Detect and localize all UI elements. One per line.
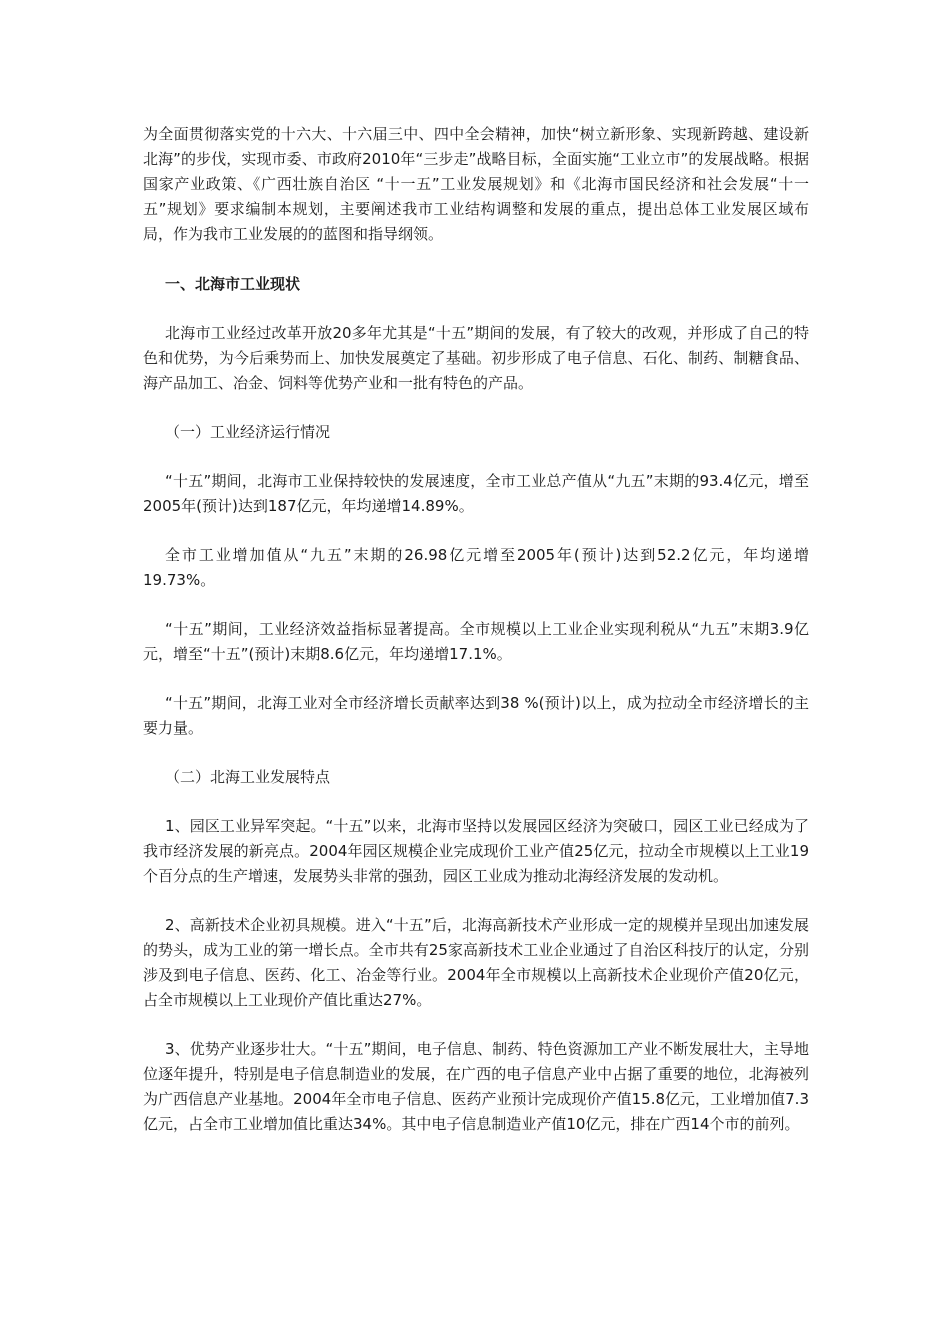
subsection-heading: （一）工业经济运行情况 — [165, 423, 331, 441]
section-heading: 一、北海市工业现状 — [165, 275, 301, 293]
body-paragraph: “十五”期间，北海市工业保持较快的发展速度，全市工业总产值从“九五”末期的93.4亿元，增至2005年(预计)达到187亿元，年均递增14.89%。 — [143, 472, 809, 515]
intro-paragraph: 为全面贯彻落实党的十六大、十六届三中、四中全会精神，加快“树立新形象、实现新跨越、建设新北海”的步伐，实现市委、市政府2010年“三步走”战略目标，全面实施“工业立市”的发展战略。根据国家产业政策、《广西壮族自治区 “十一五”工业发展规划》和《北海市国民经济和社会发展“十一五”规划》要求编制本规划，主要阐述我市工业结构调整和发展的重点，提出总体工业发展区域布局，作为我市工业发展的的蓝图和指导纲领。 — [143, 125, 809, 243]
body-paragraph: 1、园区工业异军突起。“十五”以来，北海市坚持以发展园区经济为突破口，园区工业已经成为了我市经济发展的新亮点。2004年园区规模企业完成现价工业产值25亿元，拉动全市规模以上工业19个百分点的生产增速，发展势头非常的强劲，园区工业成为推动北海经济发展的发动机。 — [143, 817, 809, 885]
body-paragraph: 2、高新技术企业初具规模。进入“十五”后，北海高新技术产业形成一定的规模并呈现出加速发展的势头，成为工业的第一增长点。全市共有25家高新技术工业企业通过了自治区科技厅的认定，分别涉及到电子信息、医药、化工、冶金等行业。2004年全市规模以上高新技术企业现价产值20亿元，占全市规模以上工业现价产值比重达27%。 — [143, 916, 809, 1009]
body-paragraph: “十五”期间，工业经济效益指标显著提高。全市规模以上工业企业实现利税从“九五”末期3.9亿元，增至“十五”(预计)末期8.6亿元，年均递增17.1%。 — [143, 620, 809, 663]
subsection-heading: （二）北海工业发展特点 — [165, 768, 331, 786]
body-paragraph: 北海市工业经过改革开放20多年尤其是“十五”期间的发展，有了较大的改观，并形成了自己的特色和优势，为今后乘势而上、加快发展奠定了基础。初步形成了电子信息、石化、制药、制糖食品、海产品加工、冶金、饲料等优势产业和一批有特色的产品。 — [143, 324, 809, 392]
body-paragraph: 3、优势产业逐步壮大。“十五”期间，电子信息、制药、特色资源加工产业不断发展壮大，主导地位逐年提升，特别是电子信息制造业的发展，在广西的电子信息产业中占据了重要的地位，北海被列为广西信息产业基地。2004年全市电子信息、医药产业预计完成现价产值15.8亿元，工业增加值7.3亿元，占全市工业增加值比重达34%。其中电子信息制造业产值10亿元，排在广西14个市的前列。 — [143, 1040, 809, 1133]
document-body — [143, 122, 809, 1161]
body-paragraph: 全市工业增加值从“九五”末期的26.98亿元增至2005年(预计)达到52.2亿元，年均递增19.73%。 — [143, 546, 809, 589]
body-paragraph: “十五”期间，北海工业对全市经济增长贡献率达到38 %(预计)以上，成为拉动全市经济增长的主要力量。 — [143, 694, 809, 737]
